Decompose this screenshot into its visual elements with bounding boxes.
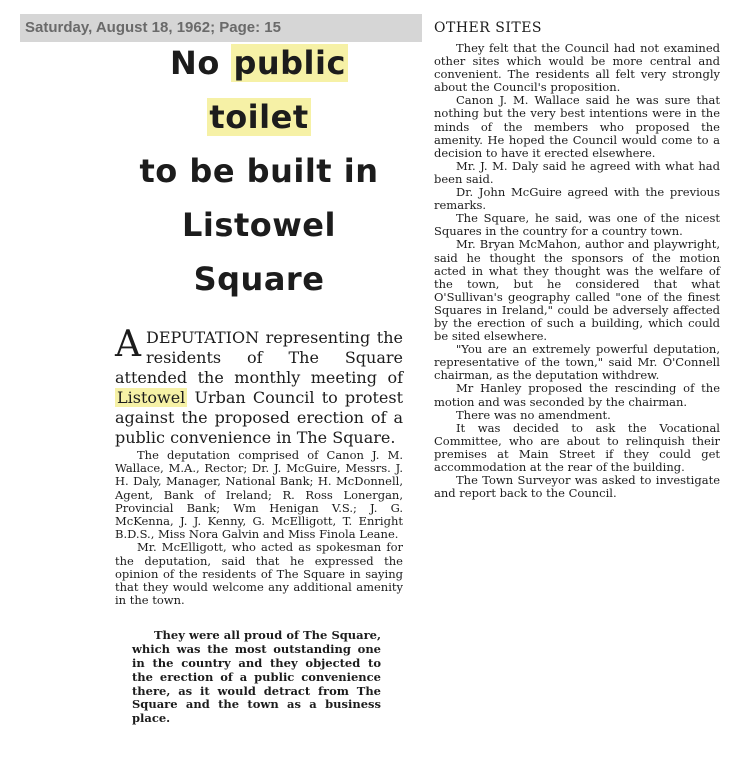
section-heading: OTHER SITES	[434, 20, 543, 36]
bold-paragraph: They were all proud of The Square, which was the most outstanding one in the country and they objected to the erection of a public convenience there, as it would detract from The Square and the town as a business place.	[132, 628, 381, 726]
article-paragraph: They felt that the Council had not examined other sites which would be more central and convenient. The residents all felt very strongly about the Council's proposition.	[434, 41, 720, 95]
article-paragraph: Mr Hanley proposed the rescinding of the motion and was seconded by the chairman.	[434, 381, 720, 409]
highlight-toilet: toilet	[209, 98, 309, 136]
highlight-public: public	[233, 44, 346, 82]
article-paragraph: "You are an extremely powerful deputation, representative of the town," said Mr. O'Connell chairman, as the deputation withdrew.	[434, 342, 720, 383]
article-paragraph: Mr. McElligott, who acted as spokesman for the deputation, said that he expressed the opinion of the residents of The Square in saying that they would welcome any additional amenity in the town.	[115, 540, 403, 608]
article-paragraph: The deputation comprised of Canon J. M. Wallace, M.A., Rector; Dr. J. McGuire, Messrs. J. H. Daly, Manager, National Bank; H. McDonnell, Agent, Bank of Ireland; R. Ross Lonergan, Provincial Bank; Wm Henigan V.S.; J. G. McKenna, J. J. Kenny, G. McElligott, T. Enright B.D.S., Miss Nora Galvin and Miss Finola Leane.	[115, 448, 403, 542]
article-paragraph: Canon J. M. Wallace said he was sure that nothing but the very best intentions were in the minds of the members who proposed the amenity. He hoped the Council would come to a decision to have it erected elsewhere.	[434, 93, 720, 160]
article-paragraph: Mr. J. M. Daly said he agreed with what had been said.	[434, 158, 720, 186]
headline	[115, 36, 403, 306]
article-paragraph: Mr. Bryan McMahon, author and playwright, said he thought the sponsors of the motion acted in what they thought was the welfare of the town, but he considered that what O'Sullivan's geography called "one of the finest Squares in Ireland," could be adversely affected by the erection of such a building, which could be sited elsewhere.	[434, 237, 720, 344]
lead-paragraph: ADEPUTATION representing the residents of The Square attended the monthly meeting of Listowel Urban Council to protest against the proposed erection of a public convenience in The Square.	[115, 324, 403, 447]
headline-line-1: No public toilet	[170, 44, 346, 136]
date-page-label: Saturday, August 18, 1962; Page: 15	[20, 14, 422, 42]
highlight-listowel: Listowel	[117, 388, 186, 407]
article-paragraph: The Square, he said, was one of the nicest Squares in the country for a country town.	[434, 211, 720, 239]
drop-cap: A	[115, 324, 141, 365]
article-paragraph: Dr. John McGuire agreed with the previous remarks.	[434, 185, 720, 213]
article-paragraph: There was no amendment.	[456, 407, 611, 422]
right-column	[434, 20, 720, 500]
article-paragraph: It was decided to ask the Vocational Committee, who are about to relinquish their premises at Main Street if they could get accommodation at the rear of the building.	[434, 420, 720, 474]
headline-line-3: Listowel Square	[182, 206, 336, 298]
left-column	[115, 36, 403, 726]
headline-line-2: to be built in	[139, 152, 379, 190]
article-paragraph: The Town Surveyor was asked to investigate and report back to the Council.	[434, 473, 720, 501]
